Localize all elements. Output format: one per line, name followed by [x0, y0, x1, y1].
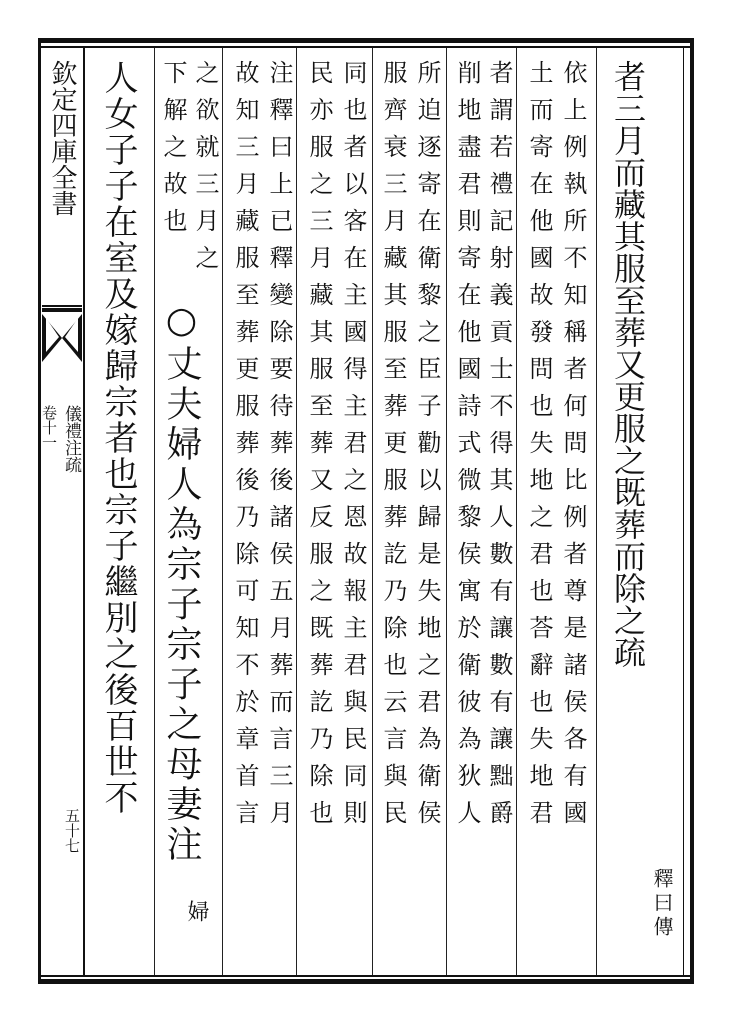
gutter-divider: [83, 48, 85, 975]
text-column-main: 人女子子在室及嫁歸宗者也宗子繼別之後百世不: [98, 60, 138, 816]
annotation-column: 民亦服之三月藏其服至葬又反服之既葬訖乃除也: [305, 60, 333, 837]
annotation-column: 注釋曰上已釋變除要待葬後諸侯五月葬而言三月: [265, 60, 293, 837]
fishtail-mark-icon: [42, 308, 82, 366]
annotation-column: 故知三月藏服至葬更服葬後乃除可知不於章首言: [231, 60, 259, 837]
column-rule: [222, 48, 223, 975]
frame-right-inner-border: [683, 48, 684, 975]
column-rule: [296, 48, 297, 975]
frame-left-border: [38, 38, 41, 984]
annotation-column: 依上例執所不知稱者何問比例者尊是諸侯各有國: [559, 60, 587, 837]
frame-bottom-border: [38, 975, 693, 984]
frame-top-border: [38, 38, 693, 48]
column-rule: [154, 48, 155, 975]
annotation-column: 者謂若禮記射義貢士不得其人數有讓數有讓黜爵: [485, 60, 513, 837]
book-title: 儀禮注疏: [61, 405, 81, 473]
annotation-column: 削地盡君則寄在他國詩式微黎侯寓於衛彼為狄人: [453, 60, 481, 837]
annotation-text: 釋曰傳: [650, 868, 674, 940]
gutter-separator: [42, 305, 82, 307]
frame-right-border: [690, 38, 694, 984]
annotation-column: 同也者以客在主國得主君之恩故報主君與民同則: [339, 60, 367, 837]
text-column-main: ○丈夫婦人為宗子宗子之母妻注: [161, 300, 202, 865]
column-rule: [516, 48, 517, 975]
annotation-column: 服齊衰三月藏其服至葬更服葬訖乃除也云言與民: [379, 60, 407, 837]
annotation-text: 婦: [184, 900, 209, 928]
page-number: 五十七: [63, 808, 81, 853]
volume-number: 卷十一: [40, 405, 58, 450]
column-rule: [446, 48, 447, 975]
collection-title: 欽定四庫全書: [47, 60, 77, 216]
annotation-column: 所迫逐寄在衛黎之臣子勸以歸是失地之君為衛侯: [413, 60, 441, 837]
column-rule: [372, 48, 373, 975]
annotation-column: 之欲就三月之: [191, 60, 219, 282]
text-column-main: 者三月而藏其服至葬又更服之既葬而除之疏: [609, 60, 647, 668]
annotation-column: 土而寄在他國故發問也失地之君也荅辭也失地君: [525, 60, 553, 837]
annotation-column: 下解之故也: [159, 60, 187, 245]
column-rule: [596, 48, 597, 975]
